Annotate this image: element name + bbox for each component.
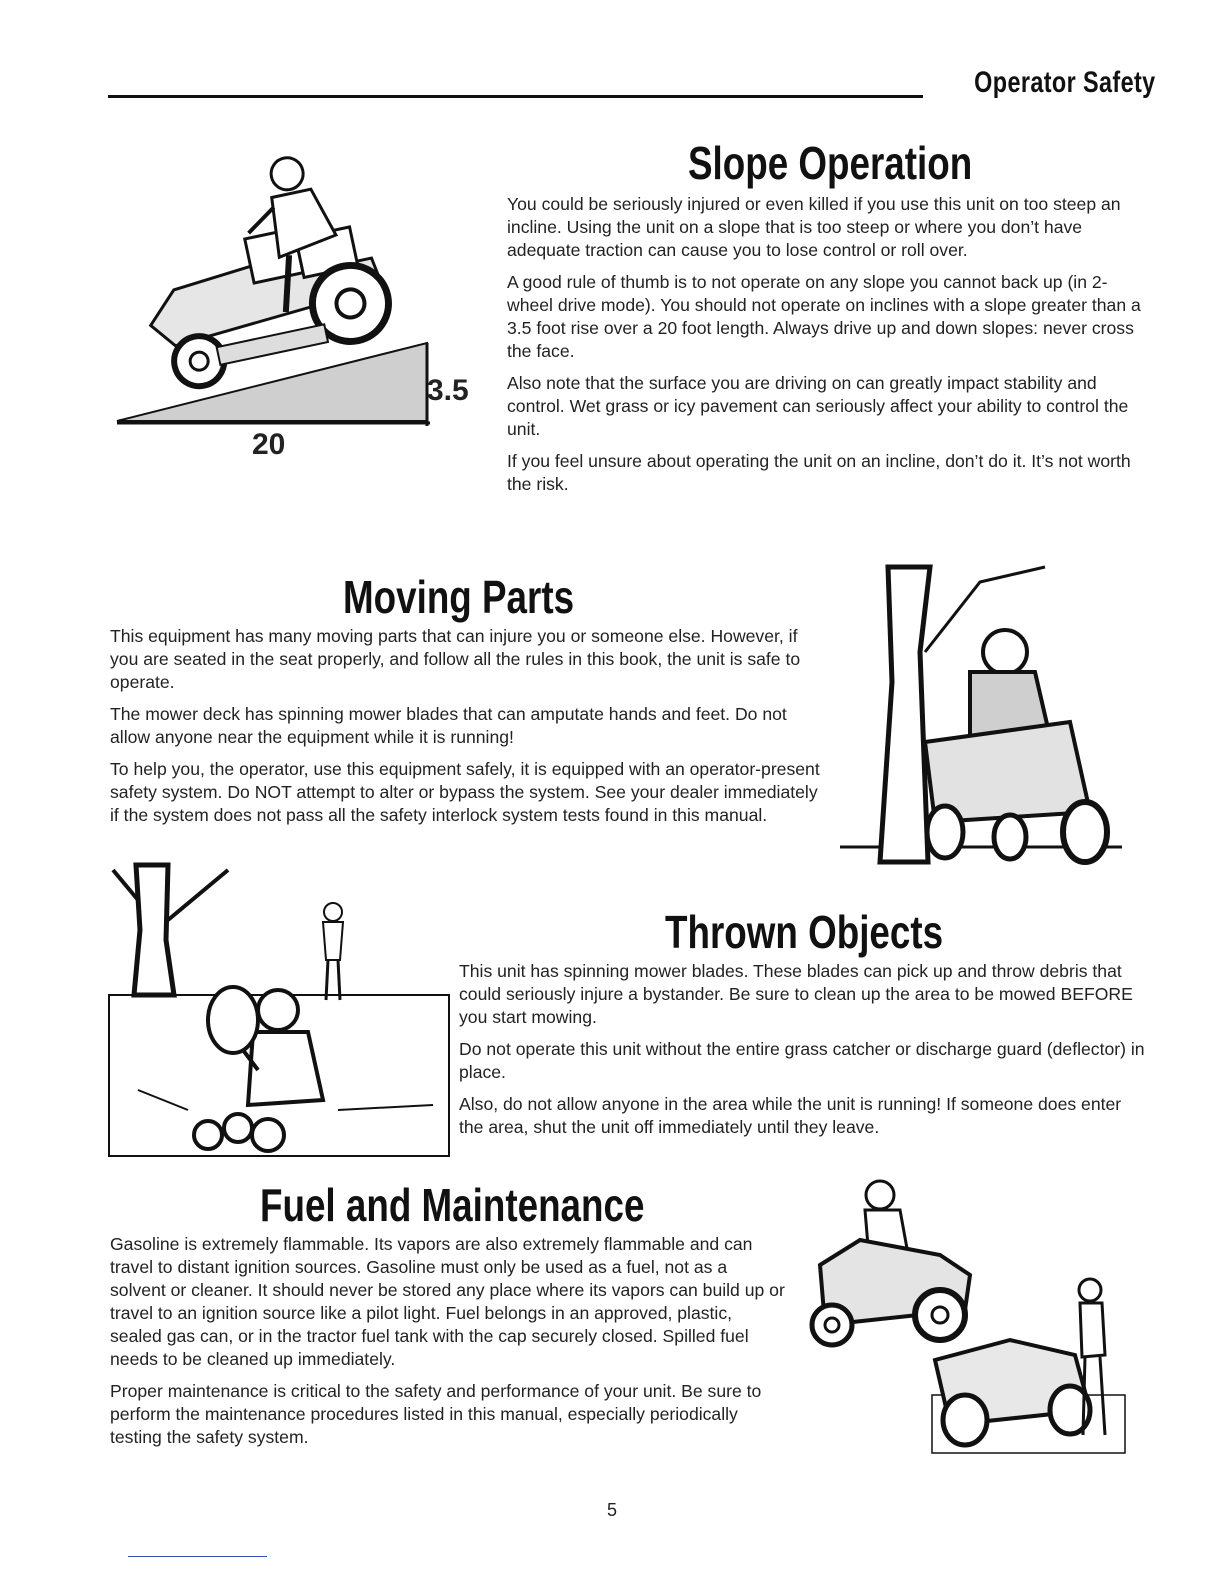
moving-parts-title: Moving Parts bbox=[343, 571, 575, 623]
header-rule bbox=[108, 95, 923, 98]
slope-paragraph-2: A good rule of thumb is to not operate on any slope you cannot back up (in 2-wheel drive mode). You should not operate on inclines with a slope greater than a 3.5 foot rise over a 20 foot length. Always drive up and down slopes: never cross the face. bbox=[507, 272, 1141, 361]
thrown-objects-title: Thrown Objects bbox=[665, 906, 944, 958]
run-label: 20 bbox=[252, 428, 286, 461]
tree-trunk bbox=[880, 567, 930, 862]
thrown-objects-illustration bbox=[108, 860, 450, 1158]
bottom-link-underline bbox=[128, 1556, 267, 1557]
thrown-objects-text bbox=[459, 960, 1149, 1148]
thrown-paragraph-3: Also, do not allow anyone in the area while the unit is running! If someone does enter the area, shut the unit off immediately until they leave. bbox=[459, 1094, 1122, 1137]
slope-paragraph-1: You could be seriously injured or even killed if you use this unit on too steep an incline. Using the unit on a slope that is too steep or where you don’t have adequate traction can cause you to lose control or roll over. bbox=[507, 194, 1121, 260]
slope-operation-text bbox=[507, 193, 1147, 505]
rise-label: 3.5 bbox=[427, 374, 469, 407]
thrown-paragraph-2: Do not operate this unit without the entire grass catcher or discharge guard (deflector) in place. bbox=[459, 1039, 1145, 1082]
page-number: 5 bbox=[606, 1500, 617, 1520]
fuel-paragraph-1: Gasoline is extremely flammable. Its vapors are also extremely flammable and can travel to distant ignition sources. Gasoline must only be used as a fuel, not as a solvent or cleaner. It should never be stored any place where its vapors can build up or travel to an ignition source like a pilot light. Fuel belongs in an approved, plastic, sealed gas can, or in the tractor fuel tank with the cap securely closed. Spilled fuel needs to be cleaned up immediately. bbox=[110, 1234, 785, 1369]
fuel-maintenance-title: Fuel and Maintenance bbox=[260, 1179, 645, 1231]
fuel-maintenance-illustration bbox=[800, 1175, 1130, 1460]
thrown-paragraph-1: This unit has spinning mower blades. These blades can pick up and throw debris that could seriously injure a bystander. Be sure to clean up the area to be mowed BEFORE you start mowing. bbox=[459, 961, 1133, 1027]
moving-parts-text bbox=[110, 625, 830, 836]
moving-parts-illustration bbox=[840, 562, 1122, 882]
moving-paragraph-1: This equipment has many moving parts that can injure you or someone else. However, if you are seated in the seat properly, and follow all the rules in this book, the unit is safe to operate. bbox=[110, 626, 801, 692]
fuel-paragraph-2: Proper maintenance is critical to the safety and performance of your unit. Be sure to perform the maintenance procedures listed in this manual, especially periodically testing the safety system. bbox=[110, 1381, 762, 1447]
slope-illustration bbox=[112, 148, 497, 468]
slope-paragraph-4: If you feel unsure about operating the unit on an incline, don’t do it. It’s not worth the risk. bbox=[507, 451, 1131, 494]
tree-trunk bbox=[134, 865, 174, 995]
slope-paragraph-3: Also note that the surface you are driving on can greatly impact stability and control. Wet grass or icy pavement can seriously affect your ability to control the unit. bbox=[507, 373, 1129, 439]
tractor-drawing bbox=[122, 148, 398, 394]
moving-paragraph-3: To help you, the operator, use this equipment safely, it is equipped with an operator-present safety system. Do NOT attempt to alter or bypass the system. See your dealer immediately if the system does not pass all the safety interlock system tests found in this manual. bbox=[110, 759, 820, 825]
page-header-title: Operator Safety bbox=[974, 66, 1156, 99]
slope-operation-title: Slope Operation bbox=[688, 137, 973, 189]
fuel-maintenance-text bbox=[110, 1233, 785, 1458]
moving-paragraph-2: The mower deck has spinning mower blades that can amputate hands and feet. Do not allow anyone near the equipment while it is running! bbox=[110, 704, 787, 747]
